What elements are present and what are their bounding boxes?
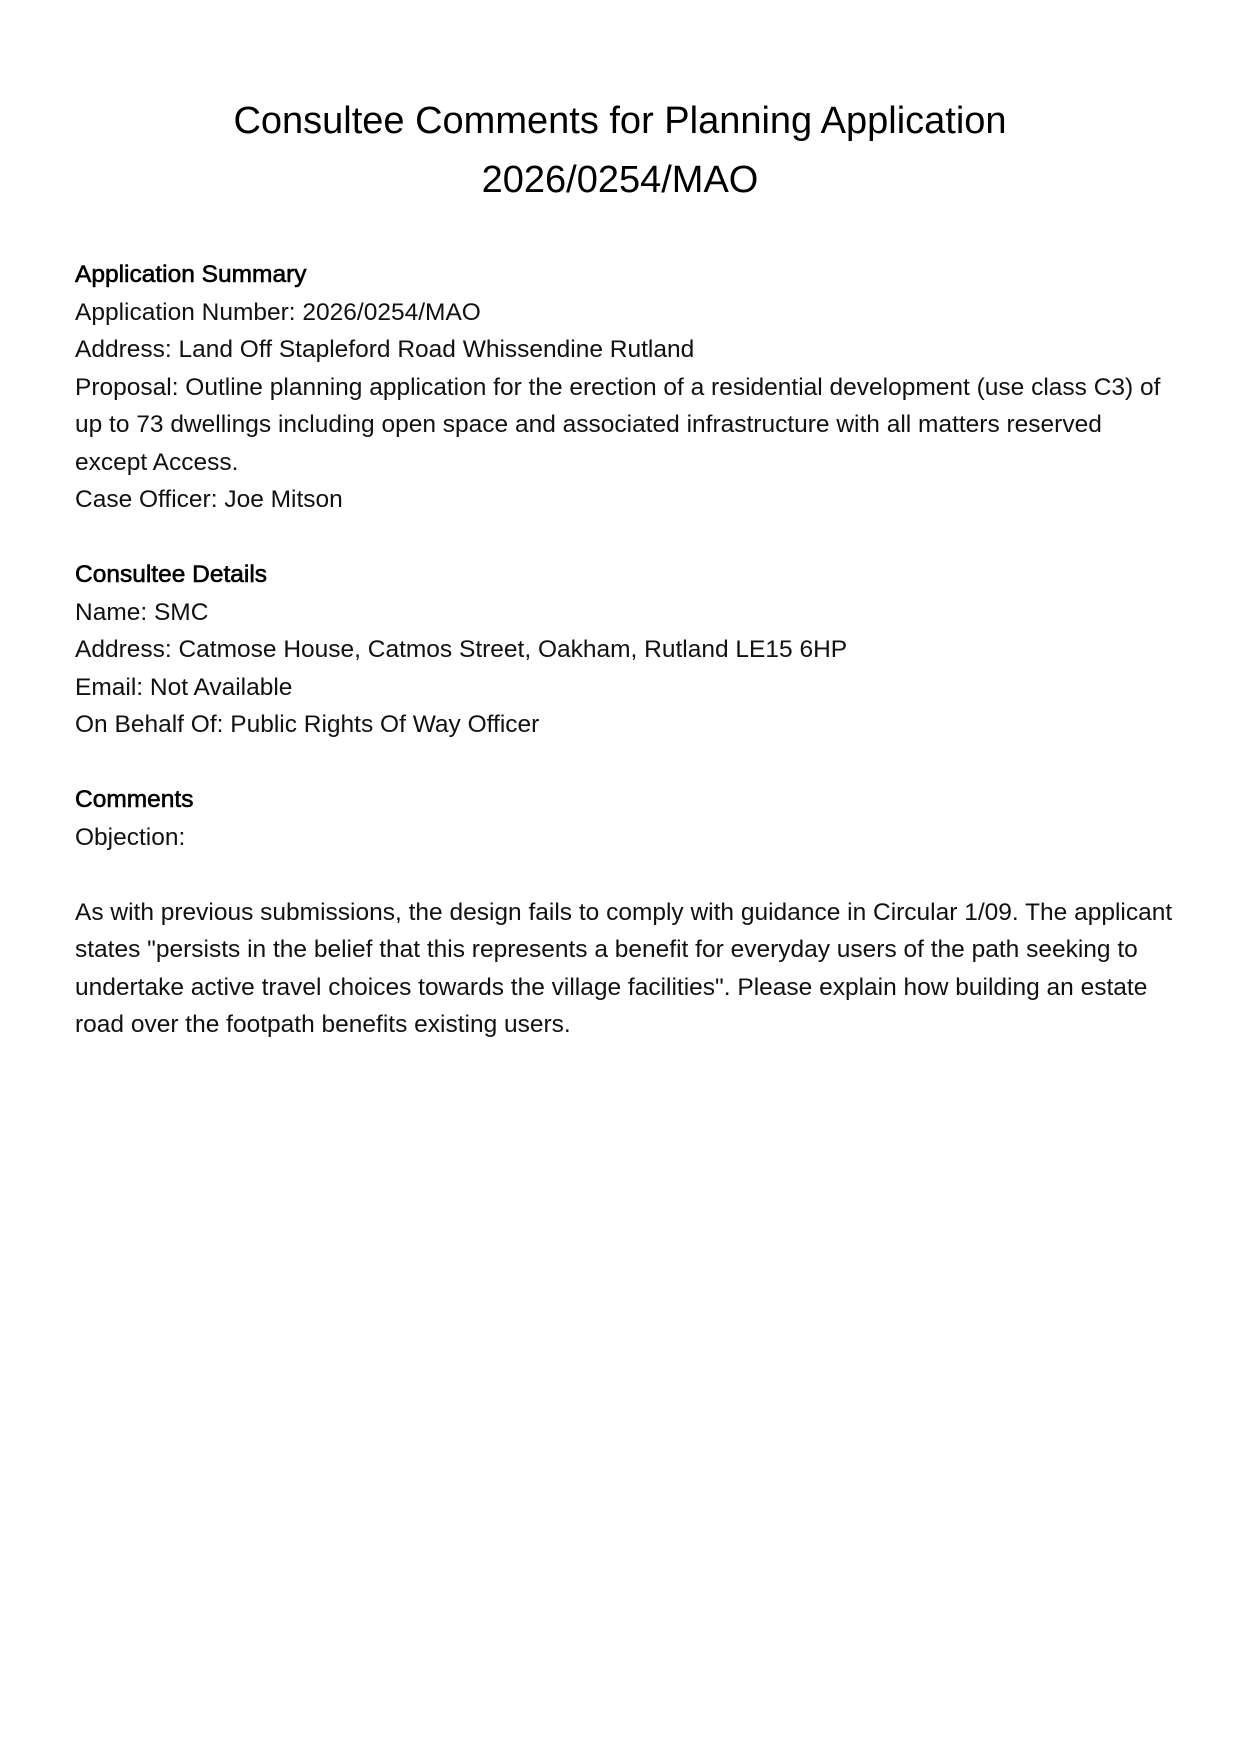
page-title-line-2: 2026/0254/MAO bbox=[481, 159, 759, 201]
consultee-details-heading: Consultee Details bbox=[75, 561, 268, 588]
application-summary-heading: Application Summary bbox=[75, 261, 307, 288]
comments-section bbox=[75, 781, 1175, 1044]
consultee-details-section bbox=[75, 556, 1175, 744]
page-title-line-1: Consultee Comments for Planning Application bbox=[233, 100, 1007, 142]
consultee-name: Name: SMC bbox=[75, 598, 209, 626]
consultee-email: Email: Not Available bbox=[75, 673, 293, 701]
comment-type: Objection: bbox=[75, 823, 186, 851]
application-proposal: Proposal: Outline planning application for the erection of a residential development (use class C3) of up to 73 dwellings including open space and associated infrastructure with all matters reserved except Access. bbox=[75, 373, 1161, 476]
consultee-address: Address: Catmose House, Catmos Street, Oakham, Rutland LE15 6HP bbox=[75, 636, 848, 663]
document-content bbox=[75, 256, 1175, 1081]
application-address: Address: Land Off Stapleford Road Whissendine Rutland bbox=[75, 336, 695, 363]
application-summary-section bbox=[75, 256, 1175, 519]
consultee-on-behalf-of: On Behalf Of: Public Rights Of Way Officer bbox=[75, 711, 540, 738]
comments-heading: Comments bbox=[75, 786, 194, 813]
case-officer: Case Officer: Joe Mitson bbox=[75, 486, 343, 513]
application-number: Application Number: 2026/0254/MAO bbox=[75, 298, 481, 326]
comment-body: As with previous submissions, the design fails to comply with guidance in Circular 1/09. The applicant states "persists in the belief that this represents a benefit for everyday users of the path seeking to undertake active travel choices towards the village facilities". Please explain how building an estate road over the footpath benefits existing users. bbox=[75, 898, 1173, 1038]
page-title bbox=[75, 92, 1165, 210]
